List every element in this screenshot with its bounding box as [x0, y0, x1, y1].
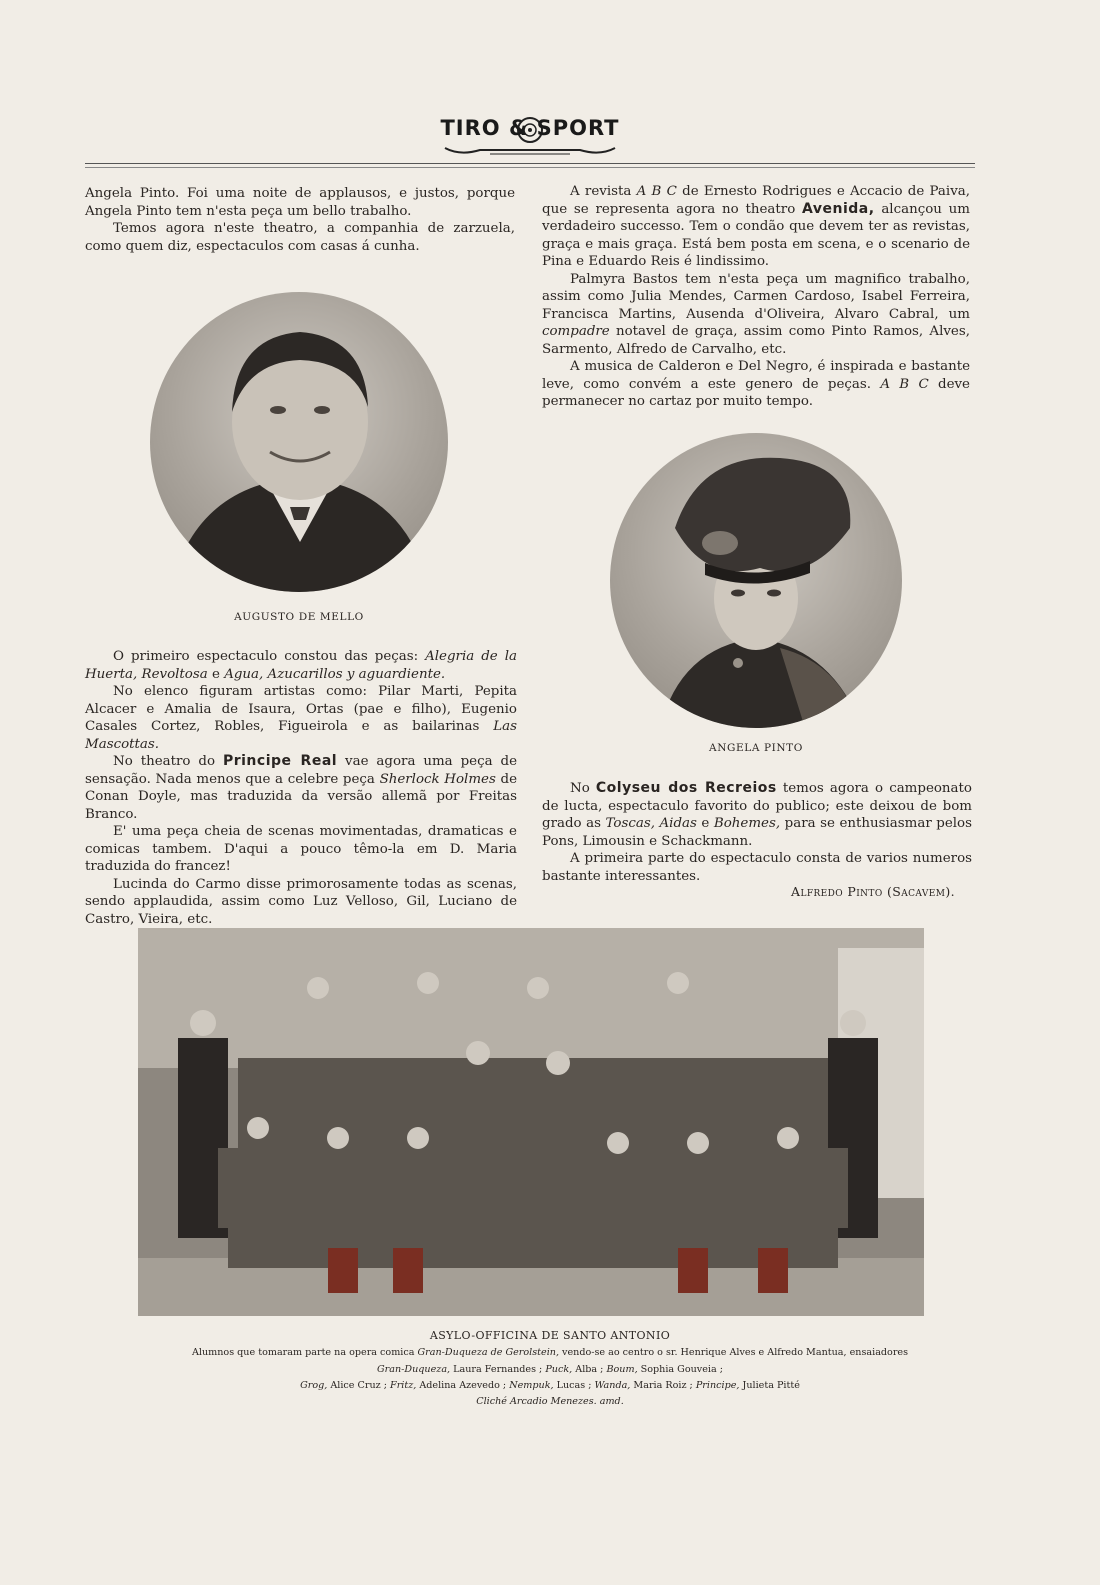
paragraph: O primeiro espectaculo constou das peças: Alegria de la Huerta, Revoltosa e Agua, Azucarillos y aguardiente. — [85, 649, 517, 682]
paragraph: A primeira parte do espectaculo consta de varios numeros bastante interessantes. — [542, 851, 972, 884]
photo-caption-title: ASYLO-OFFICINA DE SANTO ANTONIO — [429, 1329, 671, 1342]
group-photo-icon — [138, 928, 924, 1316]
paragraph: Angela Pinto. Foi uma noite de applausos, e justos, porque Angela Pinto tem n'esta peça um bello trabalho. — [85, 186, 515, 219]
paragraph: No elenco figuram artistas como: Pilar Marti, Pepita Alcacer e Amalia de Isaura, Ortas (pae e filho), Eugenio Casales Cortez, Robles, Figueirola e as bailarinas Las Mascottas. — [85, 684, 517, 752]
paragraph: No theatro do Principe Real vae agora uma peça de sensação. Nada menos que a celebre peça Sherlock Holmes de Conan Doyle, mas traduzida da versão allemã por Freitas Branco. — [85, 753, 517, 822]
portrait-woman-icon — [610, 433, 902, 728]
paragraph: E' uma peça cheia de scenas movimentadas, dramaticas e comicas tambem. D'aqui a pouco têmo-la em D. Maria traduzida do francez! — [85, 824, 517, 874]
portrait-angela-pinto — [610, 433, 902, 728]
header-rule — [85, 163, 975, 164]
group-photo — [138, 928, 924, 1316]
paragraph: Temos agora n'este theatro, a companhia de zarzuela, como quem diz, espectaculos com casas á cunha. — [85, 221, 515, 254]
masthead-title: TIRO & SPORT — [440, 116, 620, 140]
photo-caption-roles: Grog, Alice Cruz ; Fritz, Adelina Azevedo ; Nempuk, Lucas ; Wanda, Maria Roiz ; Principe, Julieta Pitté — [300, 1380, 800, 1391]
right-column-bottom — [542, 780, 972, 885]
photo-caption-line: Alumnos que tomaram parte na opera comica Gran-Duqueza de Gerolstein, vendo-se ao centro o sr. Henrique Alves e Alfredo Mantua, ensaiadores — [191, 1347, 909, 1358]
portrait-man-icon — [150, 292, 448, 592]
right-column-top — [542, 183, 970, 411]
masthead-logo — [440, 110, 620, 160]
caption-angela: ANGELA PINTO — [709, 742, 803, 754]
portrait-augusto-de-mello — [150, 292, 448, 592]
paragraph: No Colyseu dos Recreios temos agora o campeonato de lucta, espectaculo favorito do publico; este deixou de bom grado as Toscas, Aidas e Bohemes, para se enthusiasmar pelos Pons, Limousin e Schackmann. — [542, 780, 972, 849]
paragraph: A musica de Calderon e Del Negro, é inspirada e bastante leve, como convém a este genero de peças. A B C deve permanecer no cartaz por muito tempo. — [542, 359, 970, 409]
paragraph: Lucinda do Carmo disse primorosamente todas as scenas, sendo applaudida, assim como Luz Velloso, Gil, Luciano de Castro, Vieira, etc. — [85, 876, 517, 927]
left-column-top — [85, 185, 515, 255]
left-column-bottom — [85, 648, 517, 928]
paragraph: A revista A B C de Ernesto Rodrigues e Accacio de Paiva, que se representa agora no theatro Avenida, alcançou um verdadeiro successo. Tem o condão que devem ter as revistas, graça e mais graça. Está bem posta em scena, e o scenario de Pina e Eduardo Reis é lindissimo. — [542, 184, 970, 269]
paragraph: Palmyra Bastos tem n'esta peça um magnifico trabalho, assim como Julia Mendes, Carmen Cardoso, Isabel Ferreira, Francisca Martins, Ausenda d'Oliveira, Alvaro Cabral, um compadre notavel de graça, assim como Pinto Ramos, Alves, Sarmento, Alfredo de Carvalho, etc. — [542, 271, 970, 357]
photo-caption-roles: Gran-Duqueza, Laura Fernandes ; Puck, Alba ; Boum, Sophia Gouveia ; — [377, 1364, 723, 1375]
author-signature: Alfredo Pinto (Sacavem). — [791, 884, 955, 899]
caption-augusto: AUGUSTO DE MELLO — [234, 611, 364, 623]
header-rule-thin — [85, 167, 975, 168]
photo-credit: Cliché Arcadio Menezes. amd. — [476, 1396, 624, 1407]
